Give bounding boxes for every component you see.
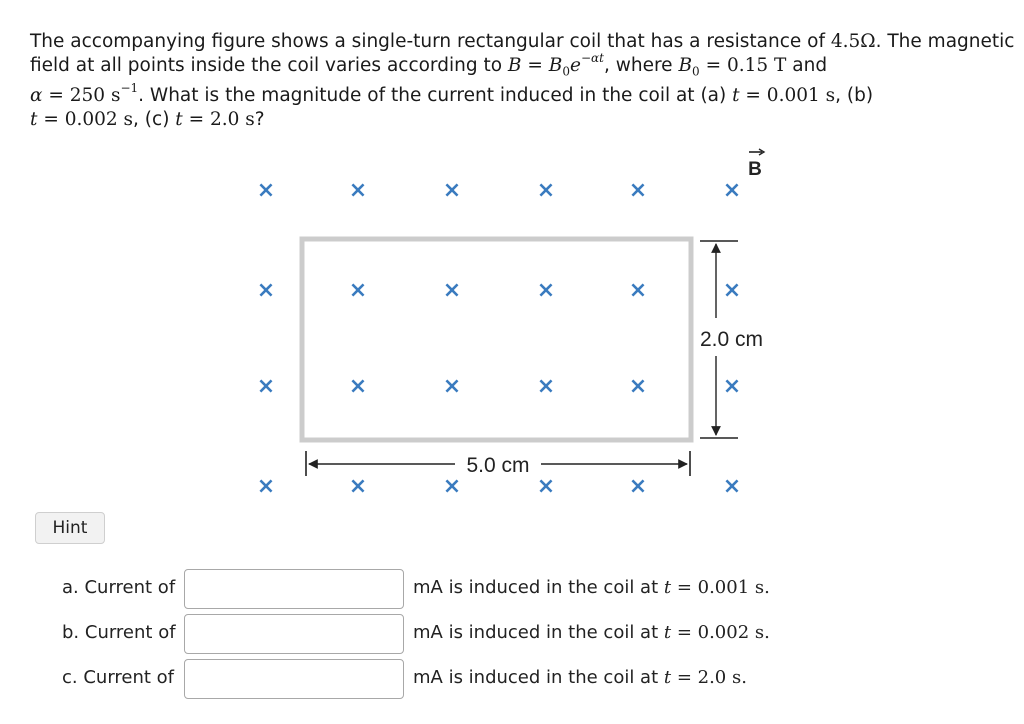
time-symbol: t (30, 108, 38, 130)
b0-subscript: 0 (692, 64, 700, 79)
field-into-page-icon: × (628, 474, 648, 499)
equation-symbol-b: B (507, 55, 522, 76)
question-text-segment: field at all points inside the coil varies according to (30, 55, 508, 76)
field-into-page-icon: × (722, 278, 742, 303)
answer-row-b (0, 614, 1024, 654)
alpha-symbol: α (30, 84, 43, 106)
alpha-value: = 250 s (42, 84, 121, 106)
field-into-page-icon: × (536, 178, 556, 203)
rectangular-coil (302, 239, 691, 440)
field-into-page-icon: × (442, 278, 462, 303)
field-into-page-icon: × (348, 374, 368, 399)
answer-unit-a (413, 577, 770, 598)
question-text-segment: . The magnetic (875, 31, 1015, 52)
height-dimension (700, 241, 763, 438)
answer-unit-text: mA is induced in the coil at (413, 577, 664, 598)
question-text-segment: . What is the magnitude of the current induced in the coil at (a) (138, 84, 733, 106)
equation-exponent: −αt (580, 50, 604, 65)
field-into-page-icon: × (722, 474, 742, 499)
time-symbol: t (663, 622, 672, 643)
equation-symbol-e: e (570, 55, 581, 76)
equation-equals: = (521, 55, 549, 76)
field-into-page-icon: × (628, 278, 648, 303)
field-label-text: B (748, 159, 762, 180)
answer-row-a (0, 569, 1024, 609)
time-symbol: t (732, 84, 740, 106)
question-text-segment: , (c) (133, 108, 176, 130)
field-into-page-icon: × (628, 374, 648, 399)
field-into-page-icon: × (348, 278, 368, 303)
current-input-c[interactable] (184, 659, 404, 699)
field-into-page-icon: × (536, 278, 556, 303)
answer-unit-text: mA is induced in the coil at (413, 622, 664, 643)
answer-unit-b (413, 622, 770, 643)
answer-label-b: b. Current of (62, 622, 176, 643)
field-into-page-icon: × (348, 474, 368, 499)
time-symbol: t (663, 577, 672, 598)
field-into-page-icon: × (442, 178, 462, 203)
field-label (748, 149, 764, 180)
field-into-page-icon: × (722, 374, 742, 399)
time-value-c: = 2.0 s (182, 108, 255, 130)
field-into-page-icon: × (348, 178, 368, 203)
time-value: = 0.002 s. (671, 622, 770, 643)
time-value: = 2.0 s. (671, 667, 747, 688)
height-dimension-label: 2.0 cm (700, 328, 764, 351)
current-input-b[interactable] (184, 614, 404, 654)
question-text-segment: and (786, 55, 828, 76)
field-into-page-icon: × (256, 278, 276, 303)
field-into-page-icon: × (536, 474, 556, 499)
hint-button[interactable]: Hint (35, 512, 105, 544)
question-text-segment: ? (254, 108, 265, 130)
time-value: = 0.001 s. (671, 577, 770, 598)
current-input-a[interactable] (184, 569, 404, 609)
b0-value: = 0.15 T (699, 55, 787, 76)
answer-label-c: c. Current of (62, 667, 175, 688)
equation-subscript: 0 (562, 64, 571, 79)
time-value-a: = 0.001 s (739, 84, 836, 106)
field-into-page-icon: × (256, 374, 276, 399)
question-text-segment: , (b) (835, 84, 874, 106)
field-into-page-icon: × (256, 474, 276, 499)
answer-label-a: a. Current of (62, 577, 176, 598)
field-into-page-icon: × (722, 178, 742, 203)
equation-symbol-b0: B (548, 55, 563, 76)
width-dimension-label: 5.0 cm (466, 454, 530, 477)
resistance-value: 4.5Ω (830, 31, 876, 52)
field-into-page-icon: × (536, 374, 556, 399)
question-text-segment: , where (603, 55, 679, 76)
time-symbol: t (663, 667, 672, 688)
time-value-b: = 0.002 s (37, 108, 134, 130)
question-text-segment: The accompanying figure shows a single-turn rectangular coil that has a resistance of (30, 31, 831, 52)
answer-unit-text: mA is induced in the coil at (413, 667, 664, 688)
alpha-exponent: −1 (120, 80, 139, 95)
field-into-page-icon: × (442, 374, 462, 399)
time-symbol: t (175, 108, 183, 130)
field-into-page-icon: × (442, 474, 462, 499)
b0-symbol: B (678, 55, 693, 76)
magnetic-field-marks (257, 178, 741, 499)
field-into-page-icon: × (628, 178, 648, 203)
answer-row-c (0, 659, 1024, 699)
answer-unit-c (413, 667, 747, 688)
field-into-page-icon: × (256, 178, 276, 203)
